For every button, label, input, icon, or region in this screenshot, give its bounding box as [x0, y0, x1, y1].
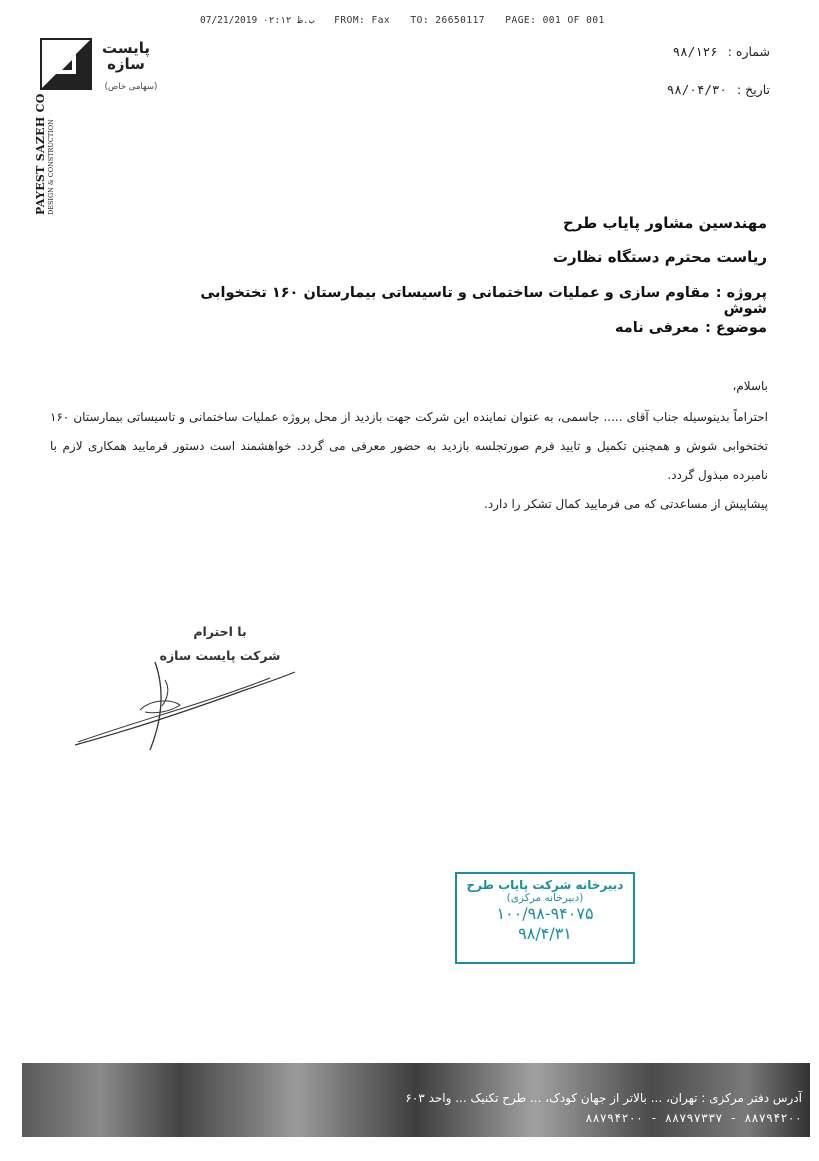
footer-address: آدرس دفتر مرکزی : تهران، ... بالاتر از جهان کودک، ... طرح تکنیک ... واحد ۶۰۳ — [405, 1091, 802, 1105]
addressee-title: ریاست محترم دستگاه نظارت — [552, 248, 767, 266]
subject-label: موضوع : — [705, 320, 767, 336]
date-label: تاریخ : — [736, 82, 770, 97]
letter-number — [560, 44, 770, 59]
company-name-vertical — [34, 95, 62, 215]
logo-subtitle: (سهامی خاص) — [104, 82, 158, 92]
logo-name: پایست سازه — [101, 39, 151, 73]
regards: با احترام — [193, 624, 247, 639]
fax-to: TO: 26650117 — [410, 15, 486, 26]
stamp-number: ۱۰۰/۹۸-۹۴۰۷۵ — [496, 904, 594, 923]
stamp-date: ۹۸/۴/۳۱ — [518, 924, 572, 943]
number-label: شماره : — [727, 44, 770, 59]
receipt-stamp — [455, 872, 635, 964]
project-label: پروژه : — [715, 285, 767, 301]
fax-datetime: 07/21/2019 ب.ظ ۰۲:۱۲ — [200, 15, 315, 26]
project-line — [167, 285, 767, 317]
subject-line — [167, 320, 767, 336]
stamp-company: دبیرخانه شرکت پایاب طرح — [466, 878, 624, 892]
company-logo-icon — [40, 38, 92, 90]
footer-phones: ۸۸۷۹۴۲۰۰ - ۸۸۷۹۷۳۳۷ - ۸۸۷۹۴۲۰۰ — [585, 1111, 802, 1125]
fax-header — [200, 15, 640, 26]
signature — [70, 650, 310, 760]
letter-date — [560, 82, 770, 97]
date-value: ۹۸/۰۴/۳۰ — [666, 82, 727, 97]
letter-body — [50, 372, 768, 519]
company-tagline: DESIGN & CONSTRUCTION — [47, 119, 55, 215]
letterhead-footer — [22, 1063, 810, 1137]
addressee-company: مهندسین مشاور پایاب طرح — [562, 214, 767, 232]
company-name-en: PAYEST SAZEH CO — [34, 93, 47, 215]
fax-page: PAGE: 001 OF 001 — [505, 15, 605, 26]
fax-from: FROM: Fax — [334, 15, 391, 26]
subject-value: معرفی نامه — [615, 320, 700, 336]
thanks-line: پیشاپیش از مساعدتی که می فرمایید کمال تشکر را دارد. — [484, 497, 768, 511]
stamp-office: (دبیرخانه مرکزی) — [506, 892, 584, 904]
number-value: ۹۸/۱۲۶ — [672, 44, 718, 59]
greeting: باسلام، — [732, 379, 768, 393]
signer-company: شرکت پایست سازه — [159, 648, 281, 663]
project-value: مقاوم سازی و عملیات ساختمانی و تاسیساتی بیمارستان ۱۶۰ تختخوابی شوش — [200, 285, 767, 317]
body-paragraph: احتراماً بدینوسیله جناب آقای ..... جاسمی، به عنوان نماینده این شرکت جهت بازدید از محل پروژه عملیات ساختمانی و تاسیساتی بیمارستان ۱۶۰ تختخوابی شوش و همچنین تکمیل و تایید فرم صورتجلسه بازدید به حضور معرفی می گردد. خواهشمند است دستور فرمایید همکاری لازم با نامبرده مبذول گردد. — [50, 410, 768, 482]
